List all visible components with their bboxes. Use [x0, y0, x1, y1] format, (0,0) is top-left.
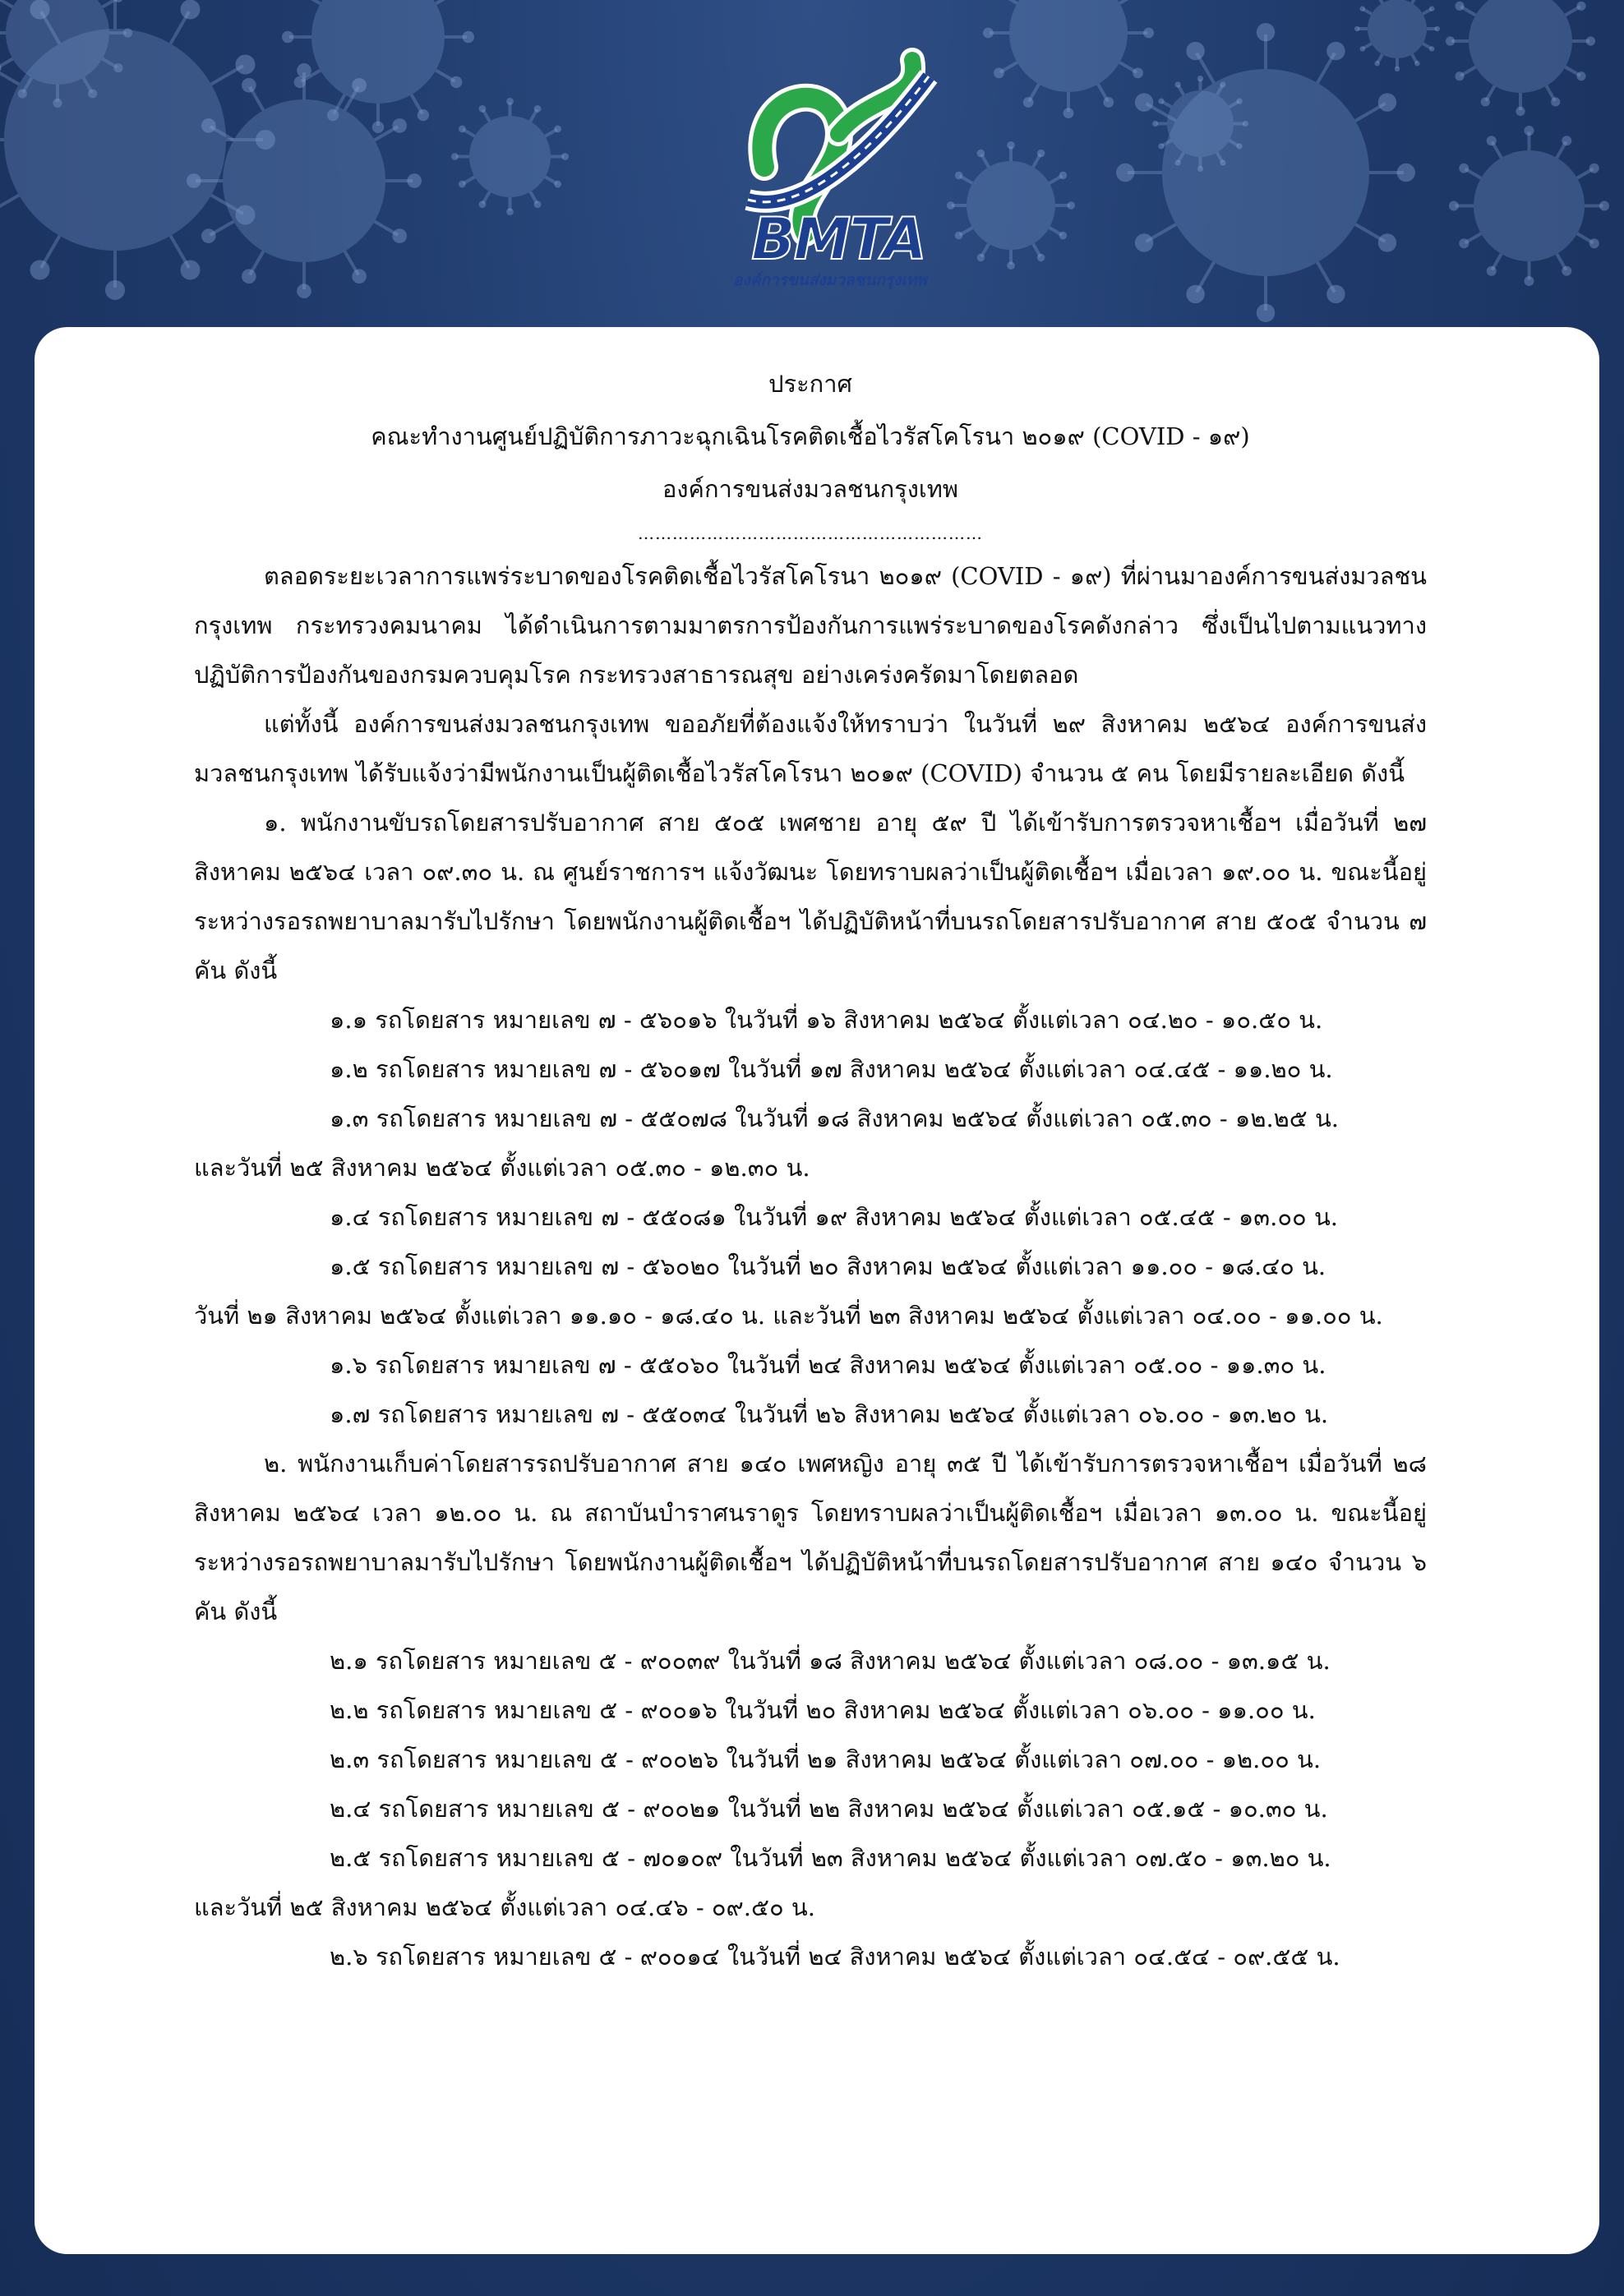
list-item: ๑.๓ รถโดยสาร หมายเลข ๗ - ๕๕๐๗๘ ในวันที่ ๑๘ สิงหาคม ๒๕๖๔ ตั้งแต่เวลา ๐๕.๓๐ - ๑๒.๒๕ น.	[330, 1104, 1339, 1132]
virus-icon	[947, 141, 1075, 270]
virus-icon	[187, 63, 422, 298]
list-item: ๒.๑ รถโดยสาร หมายเลข ๕ - ๙๐๐๓๙ ในวันที่ ๑๘ สิงหาคม ๒๕๖๔ ตั้งแต่เวลา ๐๘.๐๐ - ๑๓.๑๕ น.	[330, 1647, 1331, 1675]
notice-paragraph: แต่ทั้งนี้ องค์การขนส่งมวลชนกรุงเทพ ขออภัยที่ต้องแจ้งให้ทราบว่า ในวันที่ ๒๙ สิงหาคม ๒๕๖๔ องค์การขนส่งมวลชนกรุงเทพ ได้รับแจ้งว่ามีพนักงานเป็นผู้ติดเชื้อไวรัสโคโรนา ๒๐๑๙ (COVID) จำนวน ๕ คน โดยมีรายละเอียด ดังนี้	[194, 710, 1427, 787]
list-item: ๑.๑ รถโดยสาร หมายเลข ๗ - ๕๖๐๑๖ ในวันที่ ๑๖ สิงหาคม ๒๕๖๔ ตั้งแต่เวลา ๐๔.๒๐ - ๑๐.๕๐ น.	[330, 1006, 1323, 1034]
list-item: ๑.๖ รถโดยสาร หมายเลข ๗ - ๕๕๐๖๐ ในวันที่ ๒๔ สิงหาคม ๒๕๖๔ ตั้งแต่เวลา ๐๕.๐๐ - ๑๑.๓๐ น.	[330, 1351, 1326, 1379]
case-1-description: ๑. พนักงานขับรถโดยสารปรับอากาศ สาย ๕๐๕ เพศชาย อายุ ๕๙ ปี ได้เข้ารับการตรวจหาเชื้อฯ เมื่อวันที่ ๒๗ สิงหาคม ๒๕๖๔ เวลา ๐๙.๓๐ น. ณ ศูนย์ราชการฯ แจ้งวัฒนะ โดยทราบผลว่าเป็นผู้ติดเชื้อฯ เมื่อเวลา ๑๙.๐๐ น. ขณะนี้อยู่ระหว่างรอรถพยาบาลมารับไปรักษา โดยพนักงานผู้ติดเชื้อฯ ได้ปฏิบัติหน้าที่บนรถโดยสารปรับอากาศ สาย ๕๐๕ จำนวน ๗ คัน ดังนี้	[194, 809, 1427, 984]
list-item: ๒.๖ รถโดยสาร หมายเลข ๕ - ๙๐๐๑๔ ในวันที่ ๒๔ สิงหาคม ๒๕๖๔ ตั้งแต่เวลา ๐๔.๕๔ - ๐๙.๕๕ น.	[330, 1943, 1340, 1971]
announcement-title: ประกาศ	[768, 370, 852, 398]
case-2-bus-list	[194, 1636, 1427, 1883]
virus-icon	[1446, 0, 1595, 116]
organization-name: องค์การขนส่งมวลชนกรุงเทพ	[662, 475, 959, 503]
case-2-bus-list-b	[194, 1932, 1427, 1981]
case-2-continuation: และวันที่ ๒๕ สิงหาคม ๒๕๖๔ ตั้งแต่เวลา ๐๔.๔๖ - ๐๙.๕๐ น.	[194, 1893, 815, 1921]
virus-icon	[1152, 76, 1248, 172]
case-1-continuation-2: วันที่ ๒๑ สิงหาคม ๒๕๖๔ ตั้งแต่เวลา ๑๑.๑๐ - ๑๘.๔๐ น. และวันที่ ๒๓ สิงหาคม ๒๕๖๔ ตั้งแต่เวลา ๐๔.๐๐ - ๑๑.๐๐ น.	[194, 1302, 1383, 1330]
list-item: ๑.๒ รถโดยสาร หมายเลข ๗ - ๕๖๐๑๗ ในวันที่ ๑๗ สิงหาคม ๒๕๖๔ ตั้งแต่เวลา ๐๔.๔๕ - ๑๑.๒๐ น.	[330, 1055, 1333, 1083]
list-item: ๒.๕ รถโดยสาร หมายเลข ๕ - ๗๐๑๐๙ ในวันที่ ๒๓ สิงหาคม ๒๕๖๔ ตั้งแต่เวลา ๐๗.๕๐ - ๑๓.๒๐ น.	[330, 1844, 1331, 1872]
case-1-bus-list-c	[194, 1340, 1427, 1439]
list-item: ๑.๕ รถโดยสาร หมายเลข ๗ - ๕๖๐๒๐ ในวันที่ ๒๐ สิงหาคม ๒๕๖๔ ตั้งแต่เวลา ๑๑.๐๐ - ๑๘.๔๐ น.	[330, 1252, 1326, 1280]
list-item: ๑.๔ รถโดยสาร หมายเลข ๗ - ๕๕๐๘๑ ในวันที่ ๑๙ สิงหาคม ๒๕๖๔ ตั้งแต่เวลา ๐๕.๔๕ - ๑๓.๐๐ น.	[330, 1203, 1339, 1231]
virus-icon	[1354, 0, 1440, 71]
intro-paragraph: ตลอดระยะเวลาการแพร่ระบาดของโรคติดเชื้อไวรัสโคโรนา ๒๐๑๙ (COVID - ๑๙) ที่ผ่านมาองค์การขนส่งมวลชนกรุงเทพ กระทรวงคมนาคม ได้ดำเนินการตามมาตรการป้องกันการแพร่ระบาดของโรคดังกล่าว ซึ่งเป็นไปตามแนวทางปฏิบัติการป้องกันของกรมควบคุมโรค กระทรวงสาธารณสุข อย่างเคร่งครัดมาโดยตลอด	[194, 562, 1427, 689]
announcement-header	[194, 357, 1427, 551]
case-2-description: ๒. พนักงานเก็บค่าโดยสารรถปรับอากาศ สาย ๑๔๐ เพศหญิง อายุ ๓๕ ปี ได้เข้ารับการตรวจหาเชื้อฯ เมื่อวันที่ ๒๘ สิงหาคม ๒๕๖๔ เวลา ๑๒.๐๐ น. ณ สถาบันบำราศนราดูร โดยทราบผลว่าเป็นผู้ติดเชื้อฯ เมื่อเวลา ๑๓.๐๐ น. ขณะนี้อยู่ระหว่างรอรถพยาบาลมารับไปรักษา โดยพนักงานผู้ติดเชื้อฯ ได้ปฏิบัติหน้าที่บนรถโดยสารปรับอากาศ สาย ๑๔๐ จำนวน ๖ คัน ดังนี้	[194, 1450, 1427, 1625]
logo-subtitle: องค์การขนส่งมวลชนกรุงเทพ	[733, 271, 927, 289]
logo-brand: BMTA	[751, 205, 925, 273]
header-divider: ……………………………………………………	[638, 523, 983, 543]
case-1-continuation: และวันที่ ๒๕ สิงหาคม ๒๕๖๔ ตั้งแต่เวลา ๐๕.๓๐ - ๑๒.๓๐ น.	[194, 1154, 810, 1182]
announcement-document	[194, 357, 1427, 1981]
virus-icon	[451, 98, 569, 215]
list-item: ๑.๗ รถโดยสาร หมายเลข ๗ - ๕๕๐๓๔ ในวันที่ ๒๖ สิงหาคม ๒๕๖๔ ตั้งแต่เวลา ๐๖.๐๐ - ๑๓.๒๐ น.	[330, 1400, 1329, 1428]
committee-name: คณะทำงานศูนย์ปฏิบัติการภาวะฉุกเฉินโรคติดเชื้อไวรัสโคโรนา ๒๐๑๙ (COVID - ๑๙)	[371, 422, 1250, 450]
list-item: ๒.๔ รถโดยสาร หมายเลข ๕ - ๙๐๐๒๑ ในวันที่ ๒๒ สิงหาคม ๒๕๖๔ ตั้งแต่เวลา ๐๕.๑๕ - ๑๐.๓๐ น.	[330, 1795, 1328, 1823]
case-1-bus-list-b	[194, 1192, 1427, 1291]
virus-icon	[1449, 126, 1609, 286]
list-item: ๒.๒ รถโดยสาร หมายเลข ๕ - ๙๐๐๑๖ ในวันที่ ๒๐ สิงหาคม ๒๕๖๔ ตั้งแต่เวลา ๐๖.๐๐ - ๑๑.๐๐ น.	[330, 1696, 1316, 1724]
list-item: ๒.๓ รถโดยสาร หมายเลข ๕ - ๙๐๐๒๖ ในวันที่ ๒๑ สิงหาคม ๒๕๖๔ ตั้งแต่เวลา ๐๗.๐๐ - ๑๒.๐๐ น.	[330, 1745, 1322, 1773]
case-1-bus-list	[194, 995, 1427, 1143]
